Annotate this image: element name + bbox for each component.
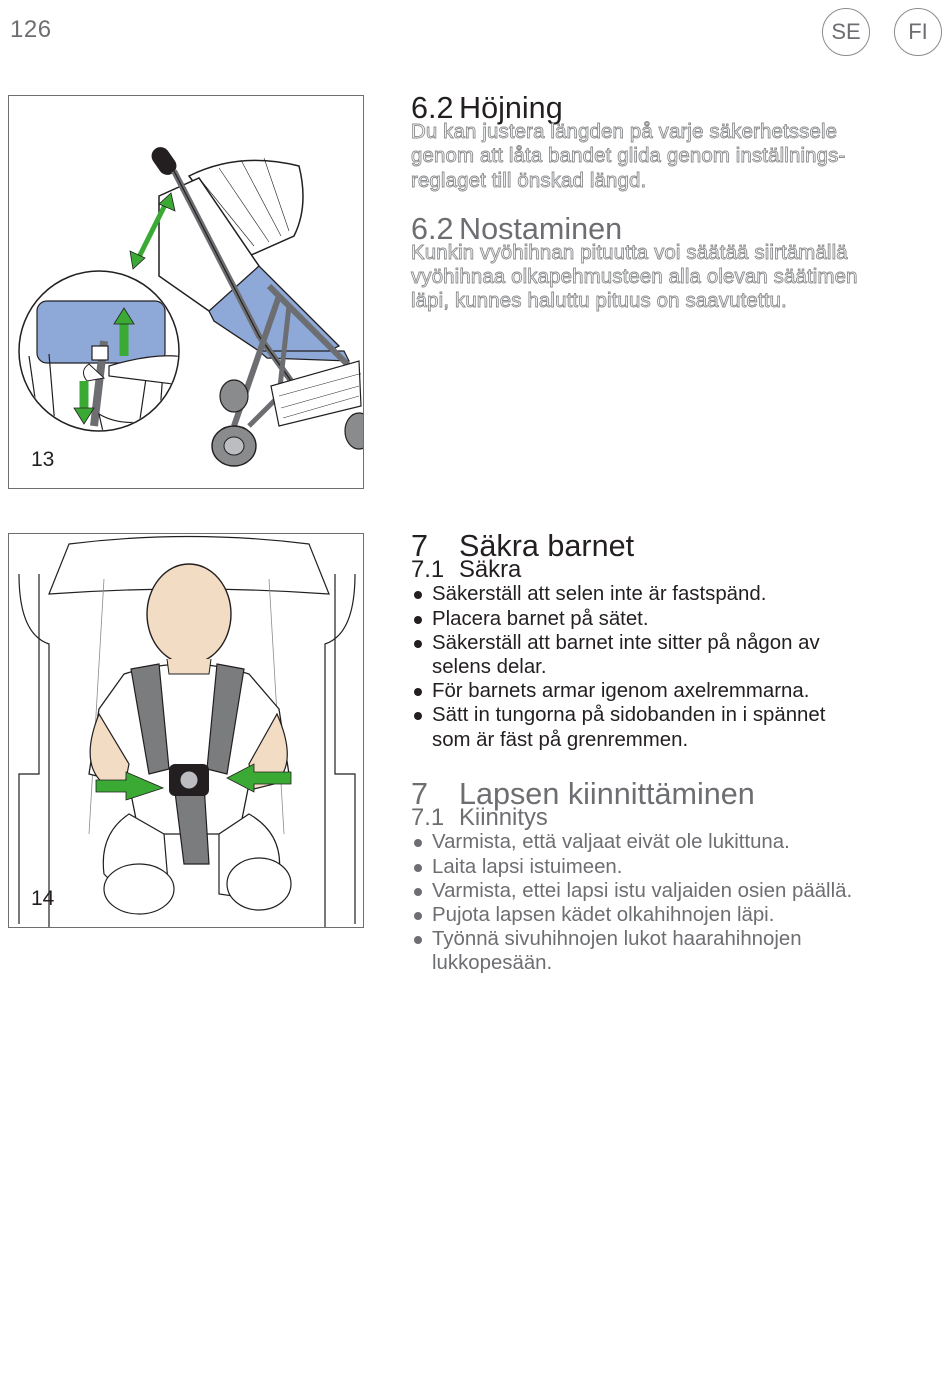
paragraph-6-2-se: Du kan justera längden på varje säkerhetssele genom att låta bandet glida genom inställnings- reglaget till önskad längd. — [411, 121, 846, 192]
baby-harness-illustration — [9, 534, 364, 928]
list-item: Säkerställ att selen inte är fastspänd. — [411, 582, 946, 606]
bullet-list-se — [411, 582, 946, 751]
list-item: Laita lapsi istuimeen. — [411, 855, 946, 879]
heading-7-fi: 7 Lapsen kiinnittäminen — [411, 777, 755, 811]
figure-13 — [8, 95, 364, 489]
heading-7-1-fi: 7.1 Kiinnitys — [411, 804, 548, 832]
heading-6-2-fi: 6.2 Nostaminen — [411, 211, 623, 246]
language-badge-fi: FI — [894, 8, 942, 56]
list-item: Pujota lapsen kädet olkahihnojen läpi. — [411, 903, 946, 927]
page-number: 126 — [10, 16, 52, 43]
stroller-illustration — [9, 96, 364, 489]
list-item: Sätt in tungorna på sidobanden in i spännet som är fäst på grenremmen. — [411, 703, 946, 751]
list-item: Työnnä sivuhihnojen lukot haarahihnojen lukkopesään. — [411, 927, 946, 975]
list-item: Placera barnet på sätet. — [411, 607, 946, 631]
bullet-list-fi — [411, 830, 946, 975]
list-item: Säkerställ att barnet inte sitter på någon av selens delar. — [411, 631, 946, 679]
section-7-fi — [411, 777, 946, 976]
section-7-se — [411, 529, 946, 752]
paragraph-6-2-fi: Kunkin vyöhihnan pituutta voi säätää siirtämällä vyöhihnaa olkapehmusteen alla olevan säätimen läpi, kunnes haluttu pituus on saavutettu. — [411, 242, 858, 313]
heading-6-2-se: 6.2 Höjning — [411, 91, 563, 125]
heading-7-se: 7 Säkra barnet — [411, 529, 635, 563]
language-badge-se: SE — [822, 8, 870, 56]
heading-7-1-se: 7.1 Säkra — [411, 556, 522, 584]
figure-number: 14 — [31, 887, 55, 910]
list-item: För barnets armar igenom axelremmarna. — [411, 679, 946, 703]
section-6-2 — [411, 91, 946, 314]
list-item: Varmista, ettei lapsi istu valjaiden osien päällä. — [411, 879, 946, 903]
figure-14 — [8, 533, 364, 928]
figure-number: 13 — [31, 448, 55, 471]
list-item: Varmista, että valjaat eivät ole lukittuna. — [411, 830, 946, 854]
